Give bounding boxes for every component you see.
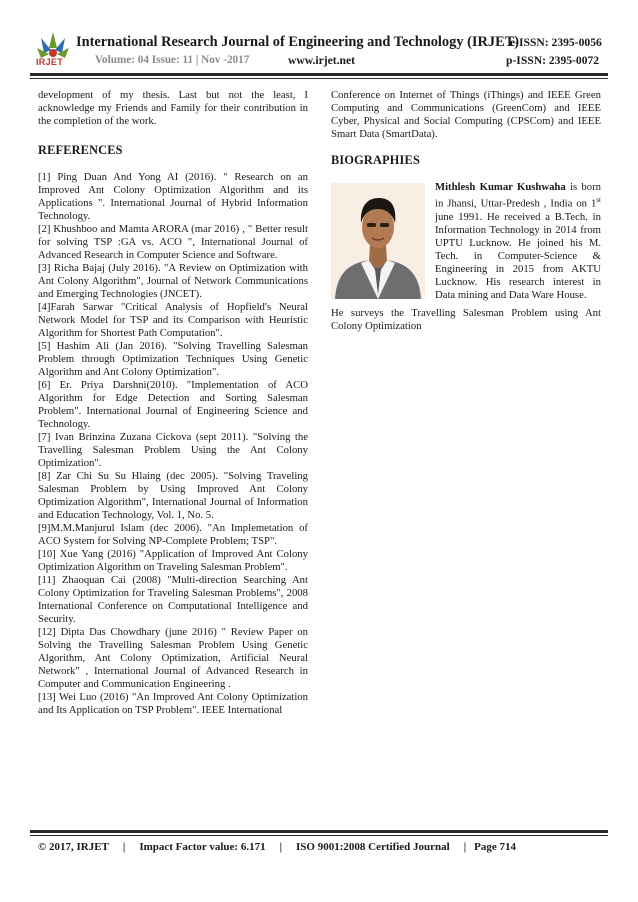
biographies-heading: BIOGRAPHIES: [331, 153, 420, 167]
reference-item: [9]M.M.Manjurul Islam (dec 2006). "An Implemetation of ACO System for Solving NP-Complete Problem; TSP".: [38, 522, 308, 547]
footer-rule-thin: [30, 835, 608, 836]
reference-item: [8] Zar Chi Su Su Hlaing (dec 2005). "Solving Traveling Salesman Problem by Using Improved Ant Colony Optimization Algorithm", International Journal of Information and Education Technology, Vol. 1, No. 5.: [38, 470, 308, 521]
author-name: Mithlesh Kumar Kushwaha: [435, 181, 566, 193]
biography-text: [435, 181, 601, 302]
footer-iso: ISO 9001:2008 Certified Journal: [296, 841, 450, 853]
references-heading: REFERENCES: [38, 143, 123, 157]
author-photo: [331, 183, 425, 299]
reference-continuation: Conference on Internet of Things (iThings) and IEEE Green Computing and Communications (GreenCom) and IEEE Cyber, Physical and Social Computing (CPSCom) and IEEE Smart Data (SmartData).: [331, 89, 601, 140]
reference-item: [1] Ping Duan And Yong AI (2016). " Research on an Improved Ant Colony Optimization Algorithm and its Applications ". International Journal of Hybrid Information Technology.: [38, 171, 308, 222]
bio-tail-paragraph: He surveys the Travelling Salesman Problem using Ant Colony Optimization: [331, 307, 601, 332]
journal-website[interactable]: www.irjet.net: [288, 54, 355, 67]
reference-item: [6] Er. Priya Darshni(2010). "Implementation of ACO Algorithm for Edge Detection and Sorting Salesman Problem". International Journal of Engineering Science and Technology.: [38, 379, 308, 430]
right-column: [331, 89, 601, 333]
footer-separator: |: [122, 841, 126, 853]
reference-item: [7] Ivan Brinzina Zuzana Cickova (sept 2011). "Solving the Travelling Salesman Problem Using the Ant Colony Optimization".: [38, 431, 308, 469]
header-rule-thin: [30, 78, 608, 79]
footer-copyright: © 2017, IRJET: [38, 841, 109, 853]
page-footer: [38, 841, 516, 853]
header-rule: [30, 73, 608, 76]
biography-block: [331, 181, 601, 299]
bio-text-part2: june 1991. He received a B.Tech. in Information Technology in 2014 from UPTU Lucknow. He joined his M. Tech. in Computer-Science & Engineering in 2015 from AKTU Lucknow. His research interest in Data mining and Data Ware House.: [435, 210, 601, 301]
reference-item: [13] Wei Luo (2016) "An Improved Ant Colony Optimization and Its Application on TSP Problem". IEEE International: [38, 691, 308, 716]
bio-text-part1: is born in Jhansi, Uttar-Predesh , India on 1: [435, 181, 602, 210]
reference-item: [11] Zhaoquan Cai (2008) "Multi-direction Searching Ant Colony Optimization for Traveling Salesman Problems", 2008 International Conference on Computational Intelligence and Security.: [38, 574, 308, 625]
footer-impact-factor: Impact Factor value: 6.171: [139, 841, 266, 853]
intro-paragraph: development of my thesis. Last but not the least, I acknowledge my Friends and Family for their contribution in the completion of the work.: [38, 89, 308, 127]
logo-wordmark: IRJET: [36, 57, 64, 67]
journal-title: International Research Journal of Engineering and Technology (IRJET): [76, 34, 520, 50]
footer-rule: [30, 830, 608, 833]
footer-separator: |: [279, 841, 283, 853]
volume-issue: Volume: 04 Issue: 11 | Nov -2017: [95, 54, 250, 66]
left-column: [38, 89, 308, 717]
reference-item: [3] Richa Bajaj (July 2016). "A Review on Optimization with Ant Colony Algorithm", Journal of Network Communications and Emerging Technologies (JNCET).: [38, 262, 308, 300]
reference-item: [5] Hashim Ali (Jan 2016). "Solving Travelling Salesman Problem through Optimization Techniques Using Genetic Algorithm and Ant Colony Optimization".: [38, 340, 308, 378]
references-list: [38, 171, 308, 717]
pissn: p-ISSN: 2395-0072: [506, 54, 600, 67]
footer-separator: |: [463, 841, 467, 853]
bio-paragraph: [435, 181, 601, 302]
reference-item: [12] Dipta Das Chowdhary (june 2016) " Review Paper on Solving the Travelling Salesman Problem Using Genetic Algorithm, Ant Colony Optimization, Artificial Neural Network" , International Journal of Advanced Research in Computer and Communication Engineering .: [38, 626, 308, 690]
reference-item: [10] Xue Yang (2016) "Application of Improved Ant Colony Optimization Algorithm on Traveling Salesman Problem".: [38, 548, 308, 573]
bio-superscript: st: [596, 196, 601, 204]
footer-page-number: Page 714: [474, 841, 517, 853]
reference-item: [4]Farah Sarwar "Critical Analysis of Hopfield's Neural Network Model for TSP and its Comparison with Heuristic Algorithm for Shortest Path Computation".: [38, 301, 308, 339]
eissn: e-ISSN: 2395-0056: [510, 36, 602, 49]
reference-item: [2] Khushboo and Mamta ARORA (mar 2016) , " Better result for solving TSP :GA vs. ACO ", International Journal of Advanced Research in Computer Science and Software.: [38, 223, 308, 261]
